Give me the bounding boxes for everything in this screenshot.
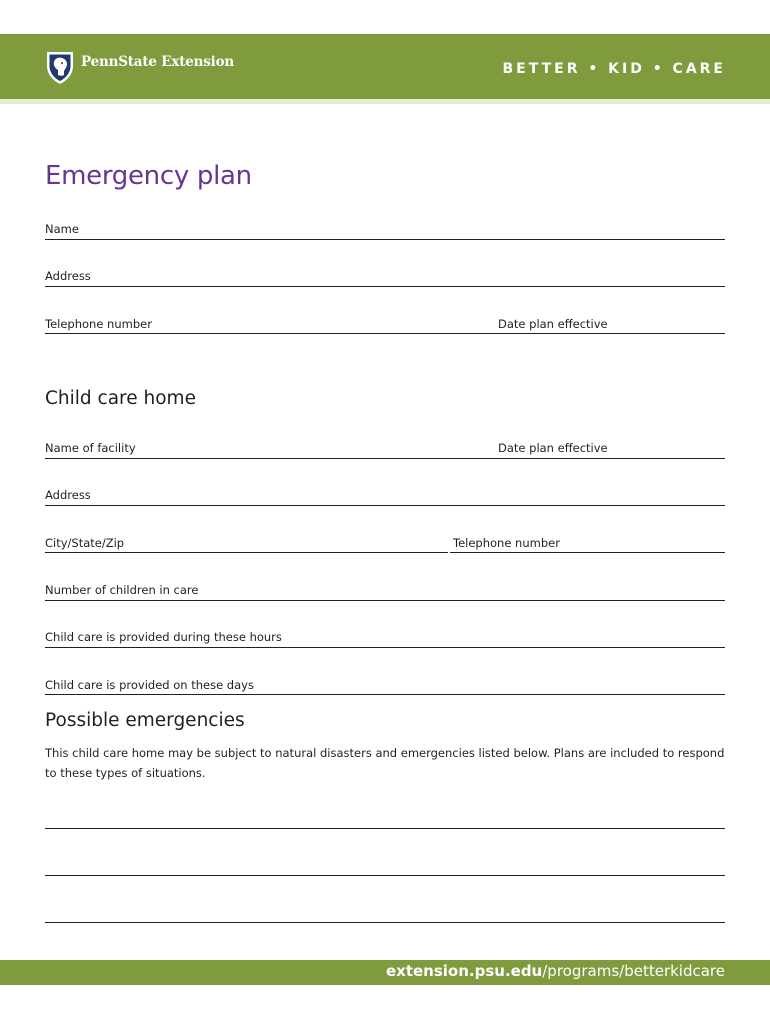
program-tagline: BETTER • KID • CARE <box>502 61 726 77</box>
facility-date-effective-label: Date plan effective <box>498 441 608 455</box>
nittany-lion-shield-icon <box>43 49 77 85</box>
facility-address-field[interactable] <box>45 505 725 506</box>
children-count-field[interactable] <box>45 600 725 601</box>
city-state-zip-label: City/State/Zip <box>45 536 125 550</box>
child-care-home-heading: Child care home <box>45 388 196 409</box>
hours-field[interactable] <box>45 647 725 648</box>
emergency-line-3[interactable] <box>45 922 725 923</box>
days-field[interactable] <box>45 694 725 695</box>
date-effective-field[interactable] <box>495 333 725 334</box>
hours-label: Child care is provided during these hours <box>45 630 282 644</box>
header-stripe <box>0 99 770 104</box>
address-field[interactable] <box>45 286 725 287</box>
days-label: Child care is provided on these days <box>45 678 254 692</box>
possible-emergencies-heading: Possible emergencies <box>45 710 245 731</box>
footer-url-domain: extension.psu.edu <box>385 962 543 980</box>
telephone-field[interactable] <box>45 333 495 334</box>
facility-telephone-field[interactable] <box>450 552 725 553</box>
telephone-label: Telephone number <box>45 317 152 331</box>
facility-name-label: Name of facility <box>45 441 136 455</box>
emergencies-intro-text: This child care home may be subject to natural disasters and emergencies listed below. Plans are included to respond to these types of situations. <box>45 746 725 780</box>
footer-url[interactable] <box>386 962 725 980</box>
name-field[interactable] <box>45 239 725 240</box>
facility-name-field[interactable] <box>45 458 495 459</box>
facility-address-label: Address <box>45 488 91 502</box>
facility-date-effective-field[interactable] <box>495 458 725 459</box>
city-state-zip-field[interactable] <box>45 552 448 553</box>
date-effective-label: Date plan effective <box>498 317 608 331</box>
page-title: Emergency plan <box>45 161 252 191</box>
name-label: Name <box>45 222 79 236</box>
facility-telephone-label: Telephone number <box>453 536 560 550</box>
brand-name: PennState Extension <box>81 54 234 70</box>
footer-url-path: /programs/betterkidcare <box>542 962 725 980</box>
emergency-line-2[interactable] <box>45 875 725 876</box>
emergency-line-1[interactable] <box>45 828 725 829</box>
children-count-label: Number of children in care <box>45 583 199 597</box>
address-label: Address <box>45 269 91 283</box>
